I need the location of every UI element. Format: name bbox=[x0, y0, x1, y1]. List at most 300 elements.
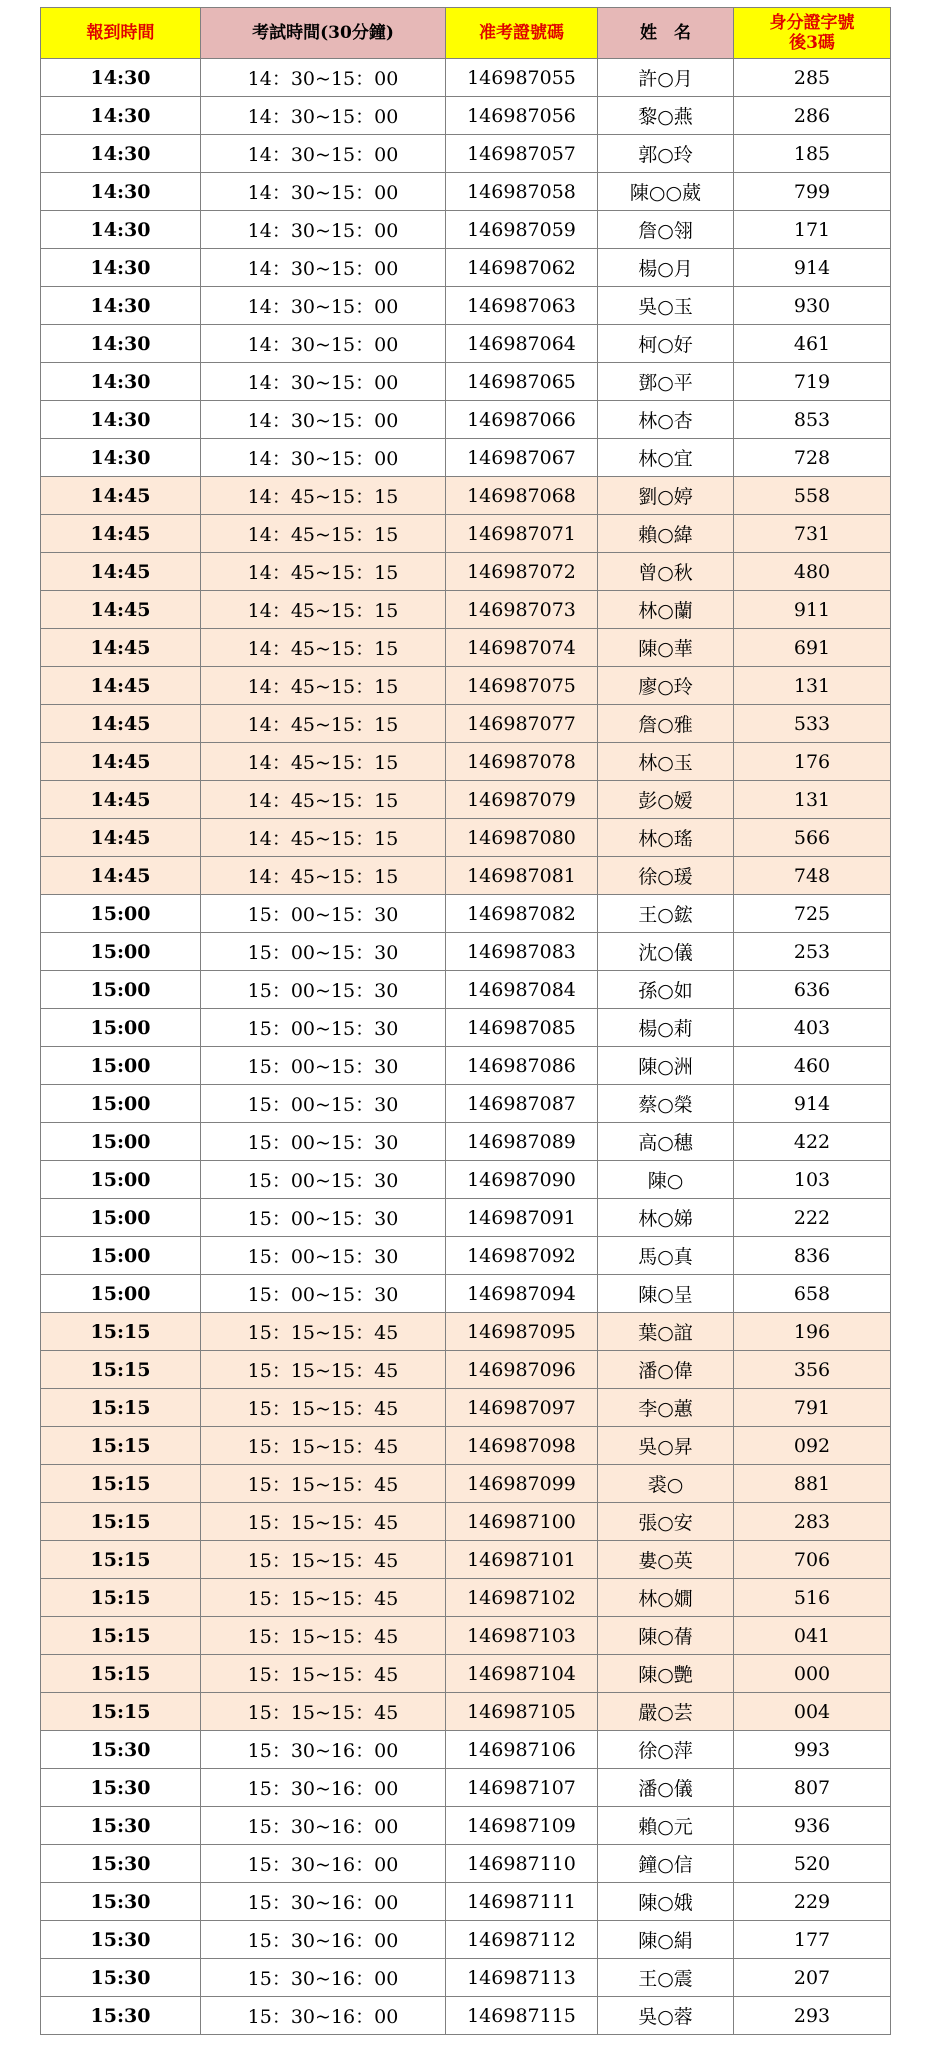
table-row bbox=[41, 1959, 891, 1997]
cell-id-last3: 480 bbox=[734, 553, 891, 591]
cell-ticket-number: 146987055 bbox=[446, 59, 598, 97]
cell-id-last3: 253 bbox=[734, 933, 891, 971]
cell-report-time: 15:00 bbox=[41, 1237, 201, 1275]
cell-exam-time: 15：00~15：30 bbox=[201, 1275, 446, 1313]
cell-name: 廖○玲 bbox=[598, 667, 734, 705]
cell-name: 吳○昇 bbox=[598, 1427, 734, 1465]
table-row bbox=[41, 1161, 891, 1199]
cell-exam-time: 15：30~16：00 bbox=[201, 1959, 446, 1997]
cell-ticket-number: 146987080 bbox=[446, 819, 598, 857]
cell-report-time: 14:30 bbox=[41, 59, 201, 97]
cell-ticket-number: 146987100 bbox=[446, 1503, 598, 1541]
cell-id-last3: 725 bbox=[734, 895, 891, 933]
cell-name: 陳○呈 bbox=[598, 1275, 734, 1313]
cell-name: 林○宜 bbox=[598, 439, 734, 477]
cell-ticket-number: 146987063 bbox=[446, 287, 598, 325]
cell-ticket-number: 146987086 bbox=[446, 1047, 598, 1085]
cell-name: 詹○雅 bbox=[598, 705, 734, 743]
table-row bbox=[41, 135, 891, 173]
table-row bbox=[41, 1275, 891, 1313]
cell-exam-time: 14：45~15：15 bbox=[201, 781, 446, 819]
cell-name: 許○月 bbox=[598, 59, 734, 97]
cell-ticket-number: 146987081 bbox=[446, 857, 598, 895]
cell-id-last3: 807 bbox=[734, 1769, 891, 1807]
cell-ticket-number: 146987113 bbox=[446, 1959, 598, 1997]
cell-exam-time: 15：00~15：30 bbox=[201, 1161, 446, 1199]
cell-id-last3: 520 bbox=[734, 1845, 891, 1883]
table-row bbox=[41, 819, 891, 857]
cell-ticket-number: 146987067 bbox=[446, 439, 598, 477]
table-row bbox=[41, 1313, 891, 1351]
cell-ticket-number: 146987074 bbox=[446, 629, 598, 667]
cell-report-time: 14:30 bbox=[41, 97, 201, 135]
cell-ticket-number: 146987078 bbox=[446, 743, 598, 781]
cell-ticket-number: 146987097 bbox=[446, 1389, 598, 1427]
cell-exam-time: 14：30~15：00 bbox=[201, 325, 446, 363]
cell-exam-time: 15：00~15：30 bbox=[201, 1123, 446, 1161]
cell-name: 王○鋐 bbox=[598, 895, 734, 933]
cell-name: 劉○婷 bbox=[598, 477, 734, 515]
cell-id-last3: 881 bbox=[734, 1465, 891, 1503]
cell-name: 陳○洲 bbox=[598, 1047, 734, 1085]
cell-id-last3: 403 bbox=[734, 1009, 891, 1047]
cell-exam-time: 14：45~15：15 bbox=[201, 667, 446, 705]
cell-id-last3: 171 bbox=[734, 211, 891, 249]
cell-ticket-number: 146987098 bbox=[446, 1427, 598, 1465]
cell-report-time: 15:15 bbox=[41, 1465, 201, 1503]
cell-id-last3: 461 bbox=[734, 325, 891, 363]
cell-report-time: 15:15 bbox=[41, 1503, 201, 1541]
cell-id-last3: 131 bbox=[734, 667, 891, 705]
cell-report-time: 15:00 bbox=[41, 1161, 201, 1199]
table-row bbox=[41, 401, 891, 439]
table-row bbox=[41, 287, 891, 325]
cell-name: 陳○華 bbox=[598, 629, 734, 667]
cell-exam-time: 14：30~15：00 bbox=[201, 287, 446, 325]
table-row bbox=[41, 1427, 891, 1465]
cell-id-last3: 516 bbox=[734, 1579, 891, 1617]
cell-report-time: 14:30 bbox=[41, 173, 201, 211]
cell-exam-time: 15：00~15：30 bbox=[201, 933, 446, 971]
cell-ticket-number: 146987096 bbox=[446, 1351, 598, 1389]
exam-schedule-table bbox=[40, 7, 891, 2035]
cell-ticket-number: 146987059 bbox=[446, 211, 598, 249]
cell-ticket-number: 146987084 bbox=[446, 971, 598, 1009]
cell-exam-time: 15：00~15：30 bbox=[201, 971, 446, 1009]
table-row bbox=[41, 1921, 891, 1959]
cell-name: 張○安 bbox=[598, 1503, 734, 1541]
table-row bbox=[41, 249, 891, 287]
cell-id-last3: 930 bbox=[734, 287, 891, 325]
cell-name: 賴○緯 bbox=[598, 515, 734, 553]
table-row bbox=[41, 1503, 891, 1541]
cell-ticket-number: 146987065 bbox=[446, 363, 598, 401]
cell-name: 陳○艷 bbox=[598, 1655, 734, 1693]
cell-name: 林○玉 bbox=[598, 743, 734, 781]
table-row bbox=[41, 781, 891, 819]
cell-name: 林○嫺 bbox=[598, 1579, 734, 1617]
cell-id-last3: 799 bbox=[734, 173, 891, 211]
cell-exam-time: 15：00~15：30 bbox=[201, 1199, 446, 1237]
cell-ticket-number: 146987082 bbox=[446, 895, 598, 933]
cell-id-last3: 422 bbox=[734, 1123, 891, 1161]
cell-id-last3: 041 bbox=[734, 1617, 891, 1655]
cell-exam-time: 15：30~16：00 bbox=[201, 1769, 446, 1807]
cell-report-time: 14:45 bbox=[41, 515, 201, 553]
cell-exam-time: 15：00~15：30 bbox=[201, 1047, 446, 1085]
table-row bbox=[41, 1769, 891, 1807]
cell-exam-time: 14：30~15：00 bbox=[201, 173, 446, 211]
cell-ticket-number: 146987101 bbox=[446, 1541, 598, 1579]
cell-exam-time: 15：00~15：30 bbox=[201, 1085, 446, 1123]
cell-report-time: 14:30 bbox=[41, 325, 201, 363]
table-row bbox=[41, 439, 891, 477]
cell-report-time: 15:30 bbox=[41, 1959, 201, 1997]
cell-id-last3: 731 bbox=[734, 515, 891, 553]
cell-report-time: 15:00 bbox=[41, 895, 201, 933]
cell-report-time: 14:45 bbox=[41, 629, 201, 667]
cell-ticket-number: 146987112 bbox=[446, 1921, 598, 1959]
cell-name: 高○穗 bbox=[598, 1123, 734, 1161]
cell-ticket-number: 146987072 bbox=[446, 553, 598, 591]
cell-ticket-number: 146987115 bbox=[446, 1997, 598, 2035]
table-row bbox=[41, 1389, 891, 1427]
header-row bbox=[41, 8, 891, 59]
cell-name: 徐○瑗 bbox=[598, 857, 734, 895]
table-row bbox=[41, 743, 891, 781]
cell-ticket-number: 146987068 bbox=[446, 477, 598, 515]
cell-report-time: 14:30 bbox=[41, 401, 201, 439]
table-row bbox=[41, 325, 891, 363]
cell-id-last3: 222 bbox=[734, 1199, 891, 1237]
cell-id-last3: 691 bbox=[734, 629, 891, 667]
table-row bbox=[41, 629, 891, 667]
cell-name: 柯○好 bbox=[598, 325, 734, 363]
cell-ticket-number: 146987056 bbox=[446, 97, 598, 135]
cell-name: 郭○玲 bbox=[598, 135, 734, 173]
cell-name: 陳○絹 bbox=[598, 1921, 734, 1959]
cell-report-time: 15:30 bbox=[41, 1997, 201, 2035]
cell-report-time: 15:00 bbox=[41, 971, 201, 1009]
header-id-last3 bbox=[734, 8, 891, 59]
cell-id-last3: 993 bbox=[734, 1731, 891, 1769]
cell-report-time: 15:00 bbox=[41, 1275, 201, 1313]
cell-name: 孫○如 bbox=[598, 971, 734, 1009]
cell-exam-time: 14：45~15：15 bbox=[201, 705, 446, 743]
cell-ticket-number: 146987089 bbox=[446, 1123, 598, 1161]
cell-report-time: 15:15 bbox=[41, 1541, 201, 1579]
table-row bbox=[41, 591, 891, 629]
table-row bbox=[41, 1237, 891, 1275]
cell-id-last3: 636 bbox=[734, 971, 891, 1009]
cell-exam-time: 15：15~15：45 bbox=[201, 1351, 446, 1389]
table-row bbox=[41, 1123, 891, 1161]
cell-ticket-number: 146987111 bbox=[446, 1883, 598, 1921]
table-row bbox=[41, 1997, 891, 2035]
cell-ticket-number: 146987087 bbox=[446, 1085, 598, 1123]
header-exam-time: 考試時間(30分鐘) bbox=[201, 8, 446, 59]
table-row bbox=[41, 1199, 891, 1237]
cell-exam-time: 15：15~15：45 bbox=[201, 1693, 446, 1731]
cell-name: 蔡○榮 bbox=[598, 1085, 734, 1123]
cell-name: 嚴○芸 bbox=[598, 1693, 734, 1731]
cell-ticket-number: 146987062 bbox=[446, 249, 598, 287]
cell-exam-time: 15：15~15：45 bbox=[201, 1313, 446, 1351]
header-report-time: 報到時間 bbox=[41, 8, 201, 59]
table-row bbox=[41, 1009, 891, 1047]
cell-ticket-number: 146987105 bbox=[446, 1693, 598, 1731]
cell-ticket-number: 146987110 bbox=[446, 1845, 598, 1883]
table-row bbox=[41, 1883, 891, 1921]
cell-report-time: 15:30 bbox=[41, 1845, 201, 1883]
cell-exam-time: 14：45~15：15 bbox=[201, 629, 446, 667]
cell-report-time: 14:45 bbox=[41, 553, 201, 591]
cell-exam-time: 15：15~15：45 bbox=[201, 1617, 446, 1655]
cell-exam-time: 14：30~15：00 bbox=[201, 363, 446, 401]
cell-id-last3: 911 bbox=[734, 591, 891, 629]
cell-ticket-number: 146987091 bbox=[446, 1199, 598, 1237]
cell-exam-time: 14：30~15：00 bbox=[201, 59, 446, 97]
cell-name: 潘○儀 bbox=[598, 1769, 734, 1807]
cell-id-last3: 566 bbox=[734, 819, 891, 857]
header-name: 姓 名 bbox=[598, 8, 734, 59]
cell-report-time: 14:45 bbox=[41, 477, 201, 515]
cell-report-time: 15:30 bbox=[41, 1769, 201, 1807]
cell-report-time: 15:15 bbox=[41, 1351, 201, 1389]
table-row bbox=[41, 97, 891, 135]
cell-id-last3: 356 bbox=[734, 1351, 891, 1389]
cell-report-time: 15:15 bbox=[41, 1693, 201, 1731]
cell-name: 裘○ bbox=[598, 1465, 734, 1503]
cell-exam-time: 14：45~15：15 bbox=[201, 857, 446, 895]
cell-report-time: 14:45 bbox=[41, 667, 201, 705]
table-row bbox=[41, 1085, 891, 1123]
cell-id-last3: 229 bbox=[734, 1883, 891, 1921]
cell-exam-time: 15：15~15：45 bbox=[201, 1465, 446, 1503]
cell-exam-time: 15：00~15：30 bbox=[201, 1237, 446, 1275]
cell-report-time: 14:45 bbox=[41, 705, 201, 743]
cell-exam-time: 15：30~16：00 bbox=[201, 1807, 446, 1845]
cell-report-time: 15:30 bbox=[41, 1883, 201, 1921]
cell-exam-time: 15：15~15：45 bbox=[201, 1427, 446, 1465]
cell-name: 吳○玉 bbox=[598, 287, 734, 325]
cell-id-last3: 558 bbox=[734, 477, 891, 515]
table-row bbox=[41, 667, 891, 705]
cell-name: 楊○月 bbox=[598, 249, 734, 287]
cell-id-last3: 460 bbox=[734, 1047, 891, 1085]
cell-name: 吳○蓉 bbox=[598, 1997, 734, 2035]
header-ticket-number: 准考證號碼 bbox=[446, 8, 598, 59]
cell-id-last3: 103 bbox=[734, 1161, 891, 1199]
cell-id-last3: 658 bbox=[734, 1275, 891, 1313]
cell-ticket-number: 146987058 bbox=[446, 173, 598, 211]
cell-exam-time: 15：30~16：00 bbox=[201, 1883, 446, 1921]
cell-exam-time: 15：30~16：00 bbox=[201, 1921, 446, 1959]
cell-name: 馬○真 bbox=[598, 1237, 734, 1275]
cell-id-last3: 000 bbox=[734, 1655, 891, 1693]
header-id-last3-text: 身分證字號 後3碼 bbox=[769, 13, 855, 53]
cell-name: 李○蕙 bbox=[598, 1389, 734, 1427]
cell-id-last3: 293 bbox=[734, 1997, 891, 2035]
cell-ticket-number: 146987057 bbox=[446, 135, 598, 173]
cell-report-time: 14:30 bbox=[41, 363, 201, 401]
cell-exam-time: 14：45~15：15 bbox=[201, 553, 446, 591]
cell-exam-time: 15：15~15：45 bbox=[201, 1579, 446, 1617]
cell-report-time: 14:30 bbox=[41, 135, 201, 173]
table-row bbox=[41, 553, 891, 591]
cell-ticket-number: 146987079 bbox=[446, 781, 598, 819]
cell-name: 陳○蒨 bbox=[598, 1617, 734, 1655]
cell-name: 賴○元 bbox=[598, 1807, 734, 1845]
cell-ticket-number: 146987083 bbox=[446, 933, 598, 971]
cell-name: 彭○嫒 bbox=[598, 781, 734, 819]
cell-id-last3: 176 bbox=[734, 743, 891, 781]
cell-report-time: 14:30 bbox=[41, 439, 201, 477]
cell-report-time: 15:15 bbox=[41, 1617, 201, 1655]
cell-ticket-number: 146987073 bbox=[446, 591, 598, 629]
cell-id-last3: 185 bbox=[734, 135, 891, 173]
cell-exam-time: 14：30~15：00 bbox=[201, 211, 446, 249]
cell-report-time: 15:15 bbox=[41, 1313, 201, 1351]
cell-id-last3: 533 bbox=[734, 705, 891, 743]
cell-ticket-number: 146987102 bbox=[446, 1579, 598, 1617]
cell-report-time: 14:45 bbox=[41, 819, 201, 857]
table-row bbox=[41, 477, 891, 515]
cell-report-time: 15:30 bbox=[41, 1731, 201, 1769]
table-row bbox=[41, 1579, 891, 1617]
cell-id-last3: 914 bbox=[734, 249, 891, 287]
cell-id-last3: 719 bbox=[734, 363, 891, 401]
cell-ticket-number: 146987090 bbox=[446, 1161, 598, 1199]
cell-ticket-number: 146987066 bbox=[446, 401, 598, 439]
cell-id-last3: 092 bbox=[734, 1427, 891, 1465]
cell-name: 潘○偉 bbox=[598, 1351, 734, 1389]
table-row bbox=[41, 59, 891, 97]
cell-name: 林○蘭 bbox=[598, 591, 734, 629]
cell-exam-time: 15：00~15：30 bbox=[201, 1009, 446, 1047]
cell-report-time: 14:30 bbox=[41, 249, 201, 287]
cell-exam-time: 15：30~16：00 bbox=[201, 1731, 446, 1769]
cell-report-time: 14:45 bbox=[41, 857, 201, 895]
cell-id-last3: 936 bbox=[734, 1807, 891, 1845]
cell-exam-time: 14：45~15：15 bbox=[201, 591, 446, 629]
cell-name: 婁○英 bbox=[598, 1541, 734, 1579]
cell-ticket-number: 146987077 bbox=[446, 705, 598, 743]
cell-id-last3: 791 bbox=[734, 1389, 891, 1427]
table-row bbox=[41, 173, 891, 211]
cell-report-time: 15:00 bbox=[41, 1085, 201, 1123]
cell-exam-time: 14：30~15：00 bbox=[201, 97, 446, 135]
cell-exam-time: 15：30~16：00 bbox=[201, 1845, 446, 1883]
cell-exam-time: 14：45~15：15 bbox=[201, 515, 446, 553]
cell-name: 徐○萍 bbox=[598, 1731, 734, 1769]
table-row bbox=[41, 971, 891, 1009]
cell-id-last3: 706 bbox=[734, 1541, 891, 1579]
cell-name: 楊○莉 bbox=[598, 1009, 734, 1047]
cell-id-last3: 836 bbox=[734, 1237, 891, 1275]
cell-report-time: 14:30 bbox=[41, 287, 201, 325]
cell-name: 陳○娥 bbox=[598, 1883, 734, 1921]
cell-report-time: 15:00 bbox=[41, 1009, 201, 1047]
cell-report-time: 15:15 bbox=[41, 1655, 201, 1693]
cell-ticket-number: 146987103 bbox=[446, 1617, 598, 1655]
cell-report-time: 14:45 bbox=[41, 743, 201, 781]
cell-report-time: 15:00 bbox=[41, 1123, 201, 1161]
cell-id-last3: 207 bbox=[734, 1959, 891, 1997]
cell-report-time: 15:00 bbox=[41, 1199, 201, 1237]
cell-id-last3: 728 bbox=[734, 439, 891, 477]
cell-ticket-number: 146987064 bbox=[446, 325, 598, 363]
table-body bbox=[41, 59, 891, 2035]
cell-id-last3: 004 bbox=[734, 1693, 891, 1731]
cell-id-last3: 286 bbox=[734, 97, 891, 135]
cell-report-time: 15:15 bbox=[41, 1579, 201, 1617]
cell-ticket-number: 146987099 bbox=[446, 1465, 598, 1503]
cell-name: 林○瑤 bbox=[598, 819, 734, 857]
table-row bbox=[41, 1845, 891, 1883]
cell-ticket-number: 146987109 bbox=[446, 1807, 598, 1845]
cell-name: 黎○燕 bbox=[598, 97, 734, 135]
table-row bbox=[41, 1541, 891, 1579]
table-row bbox=[41, 1617, 891, 1655]
cell-ticket-number: 146987104 bbox=[446, 1655, 598, 1693]
table-row bbox=[41, 1693, 891, 1731]
cell-name: 陳○○葳 bbox=[598, 173, 734, 211]
table-row bbox=[41, 363, 891, 401]
cell-id-last3: 285 bbox=[734, 59, 891, 97]
cell-exam-time: 15：15~15：45 bbox=[201, 1655, 446, 1693]
table-row bbox=[41, 1731, 891, 1769]
cell-name: 王○震 bbox=[598, 1959, 734, 1997]
cell-id-last3: 914 bbox=[734, 1085, 891, 1123]
cell-ticket-number: 146987094 bbox=[446, 1275, 598, 1313]
cell-name: 林○娣 bbox=[598, 1199, 734, 1237]
cell-exam-time: 15：15~15：45 bbox=[201, 1503, 446, 1541]
table-row bbox=[41, 705, 891, 743]
table-row bbox=[41, 857, 891, 895]
cell-exam-time: 15：00~15：30 bbox=[201, 895, 446, 933]
table-row bbox=[41, 1807, 891, 1845]
cell-id-last3: 283 bbox=[734, 1503, 891, 1541]
cell-report-time: 15:30 bbox=[41, 1807, 201, 1845]
table-row bbox=[41, 1655, 891, 1693]
cell-id-last3: 748 bbox=[734, 857, 891, 895]
table-row bbox=[41, 933, 891, 971]
table-row bbox=[41, 1465, 891, 1503]
cell-report-time: 15:15 bbox=[41, 1389, 201, 1427]
cell-report-time: 14:30 bbox=[41, 211, 201, 249]
cell-exam-time: 14：45~15：15 bbox=[201, 743, 446, 781]
cell-ticket-number: 146987107 bbox=[446, 1769, 598, 1807]
cell-exam-time: 15：15~15：45 bbox=[201, 1541, 446, 1579]
cell-ticket-number: 146987106 bbox=[446, 1731, 598, 1769]
cell-id-last3: 177 bbox=[734, 1921, 891, 1959]
cell-id-last3: 131 bbox=[734, 781, 891, 819]
table-row bbox=[41, 1047, 891, 1085]
cell-exam-time: 14：30~15：00 bbox=[201, 401, 446, 439]
table-header bbox=[41, 8, 891, 59]
cell-id-last3: 853 bbox=[734, 401, 891, 439]
cell-exam-time: 15：15~15：45 bbox=[201, 1389, 446, 1427]
cell-report-time: 15:15 bbox=[41, 1427, 201, 1465]
cell-name: 葉○誼 bbox=[598, 1313, 734, 1351]
cell-exam-time: 15：30~16：00 bbox=[201, 1997, 446, 2035]
table-row bbox=[41, 515, 891, 553]
cell-report-time: 14:45 bbox=[41, 591, 201, 629]
table-row bbox=[41, 211, 891, 249]
cell-exam-time: 14：30~15：00 bbox=[201, 135, 446, 173]
cell-ticket-number: 146987075 bbox=[446, 667, 598, 705]
